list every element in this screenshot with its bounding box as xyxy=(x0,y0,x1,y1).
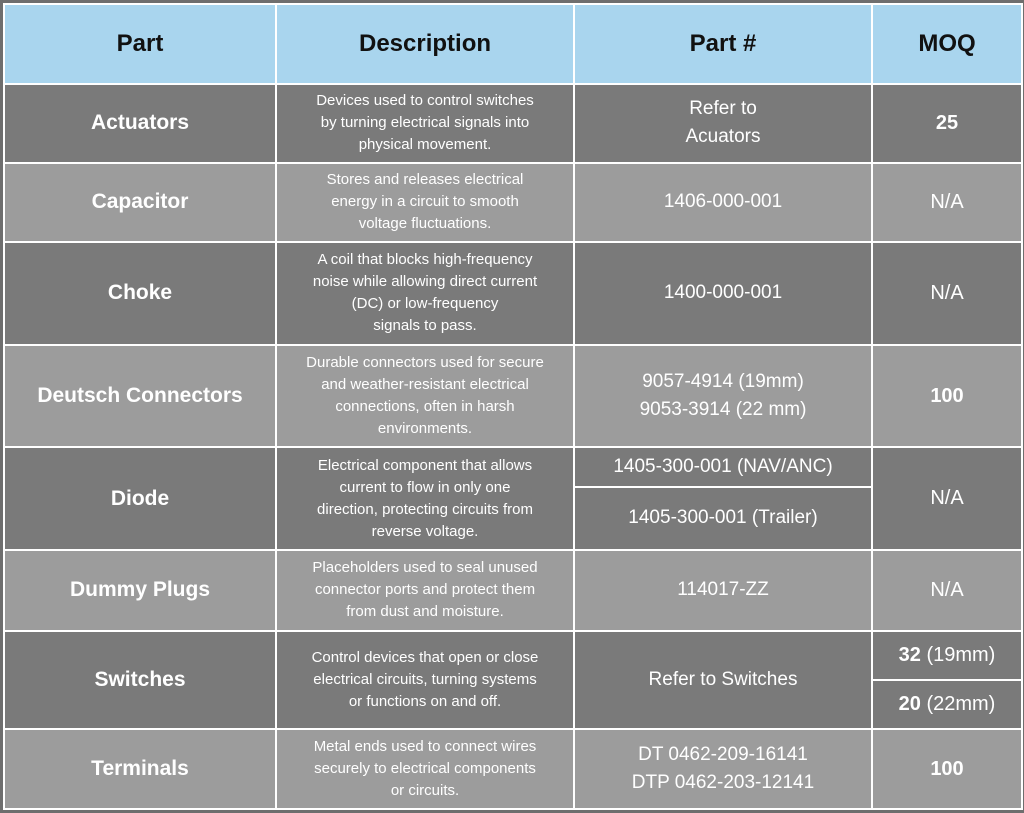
table-row-terminals xyxy=(4,729,1022,809)
moq-value: 100 xyxy=(872,729,1022,809)
part-description xyxy=(276,631,574,730)
table-row-actuators xyxy=(4,84,1022,163)
description-line: noise while allowing direct current xyxy=(312,273,538,291)
description-line: connector ports and protect them xyxy=(314,581,536,599)
table-row-capacitor xyxy=(4,163,1022,243)
part-description xyxy=(276,550,574,631)
header-part: Part xyxy=(4,4,276,84)
moq-value: N/A xyxy=(872,550,1022,631)
part-number xyxy=(574,729,872,809)
moq-quantity: 32 xyxy=(898,643,921,666)
description-line: by turning electrical signals into xyxy=(320,114,530,132)
part-number xyxy=(574,84,872,163)
description-line: A coil that blocks high-frequency xyxy=(317,251,533,269)
description-line: physical movement. xyxy=(358,136,492,154)
part-name: Actuators xyxy=(4,84,276,163)
description-line: and weather-resistant electrical xyxy=(321,376,529,394)
moq-value: N/A xyxy=(872,163,1022,243)
parts-table xyxy=(3,3,1023,810)
moq-value xyxy=(872,680,1022,729)
description-line: or circuits. xyxy=(390,782,460,800)
moq-value: N/A xyxy=(872,447,1022,550)
part-description xyxy=(276,345,574,448)
part-number: 114017-ZZ xyxy=(574,550,872,631)
table-row-diode xyxy=(4,447,1022,486)
header-part-number: Part # xyxy=(574,4,872,84)
description-line: Durable connectors used for secure xyxy=(306,354,544,372)
moq-value xyxy=(872,631,1022,680)
description-line: or functions on and off. xyxy=(348,693,502,711)
description-line: from dust and moisture. xyxy=(346,603,504,621)
part-description xyxy=(276,447,574,550)
description-line: Metal ends used to connect wires xyxy=(313,738,537,756)
part-number-line: 9057-4914 (19mm) xyxy=(642,371,804,393)
description-line: Placeholders used to seal unused xyxy=(312,559,538,577)
description-line: environments. xyxy=(377,420,473,438)
description-line: electrical circuits, turning systems xyxy=(313,671,537,689)
part-name: Choke xyxy=(4,242,276,345)
description-line: connections, often in harsh xyxy=(335,398,515,416)
part-number: 1405-300-001 (Trailer) xyxy=(574,487,872,550)
table-row-deutsch-connectors xyxy=(4,345,1022,448)
part-name: Deutsch Connectors xyxy=(4,345,276,448)
moq-size: (19mm) xyxy=(926,643,996,666)
description-line: voltage fluctuations. xyxy=(358,215,492,233)
moq-value: N/A xyxy=(872,242,1022,345)
description-line: Devices used to control switches xyxy=(316,92,534,110)
part-number xyxy=(574,345,872,448)
part-description xyxy=(276,729,574,809)
moq-size: (22mm) xyxy=(926,693,996,716)
description-line: Stores and releases electrical xyxy=(326,171,524,189)
part-name: Capacitor xyxy=(4,163,276,243)
description-line: Electrical component that allows xyxy=(317,456,533,474)
header-row xyxy=(4,4,1022,84)
description-line: Control devices that open or close xyxy=(311,649,539,667)
description-line: reverse voltage. xyxy=(371,522,479,540)
parts-table-container xyxy=(3,3,1021,810)
header-moq: MOQ xyxy=(872,4,1022,84)
description-line: current to flow in only one xyxy=(339,478,511,496)
moq-value: 100 xyxy=(872,345,1022,448)
part-name: Dummy Plugs xyxy=(4,550,276,631)
part-number: 1406-000-001 xyxy=(574,163,872,243)
description-line: signals to pass. xyxy=(373,317,477,335)
description-line: direction, protecting circuits from xyxy=(317,500,533,518)
part-number-line: 9053-3914 (22 mm) xyxy=(639,399,807,421)
header-description: Description xyxy=(276,4,574,84)
part-name: Diode xyxy=(4,447,276,550)
part-name: Terminals xyxy=(4,729,276,809)
table-row-choke xyxy=(4,242,1022,345)
part-description xyxy=(276,242,574,345)
table-row-switches xyxy=(4,631,1022,680)
part-number-line: DTP 0462-203-12141 xyxy=(631,772,815,794)
part-number-line: Acuators xyxy=(685,126,761,148)
part-number-line: Refer to xyxy=(689,98,757,120)
part-number-line: DT 0462-209-16141 xyxy=(638,744,808,766)
moq-quantity: 20 xyxy=(898,693,921,716)
part-name: Switches xyxy=(4,631,276,730)
moq-value: 25 xyxy=(872,84,1022,163)
table-row-dummy-plugs xyxy=(4,550,1022,631)
part-description xyxy=(276,163,574,243)
part-number: Refer to Switches xyxy=(574,631,872,730)
description-line: securely to electrical components xyxy=(314,760,536,778)
part-number: 1400-000-001 xyxy=(574,242,872,345)
description-line: (DC) or low-frequency xyxy=(351,295,499,313)
description-line: energy in a circuit to smooth xyxy=(331,193,519,211)
part-description xyxy=(276,84,574,163)
part-number: 1405-300-001 (NAV/ANC) xyxy=(574,447,872,486)
